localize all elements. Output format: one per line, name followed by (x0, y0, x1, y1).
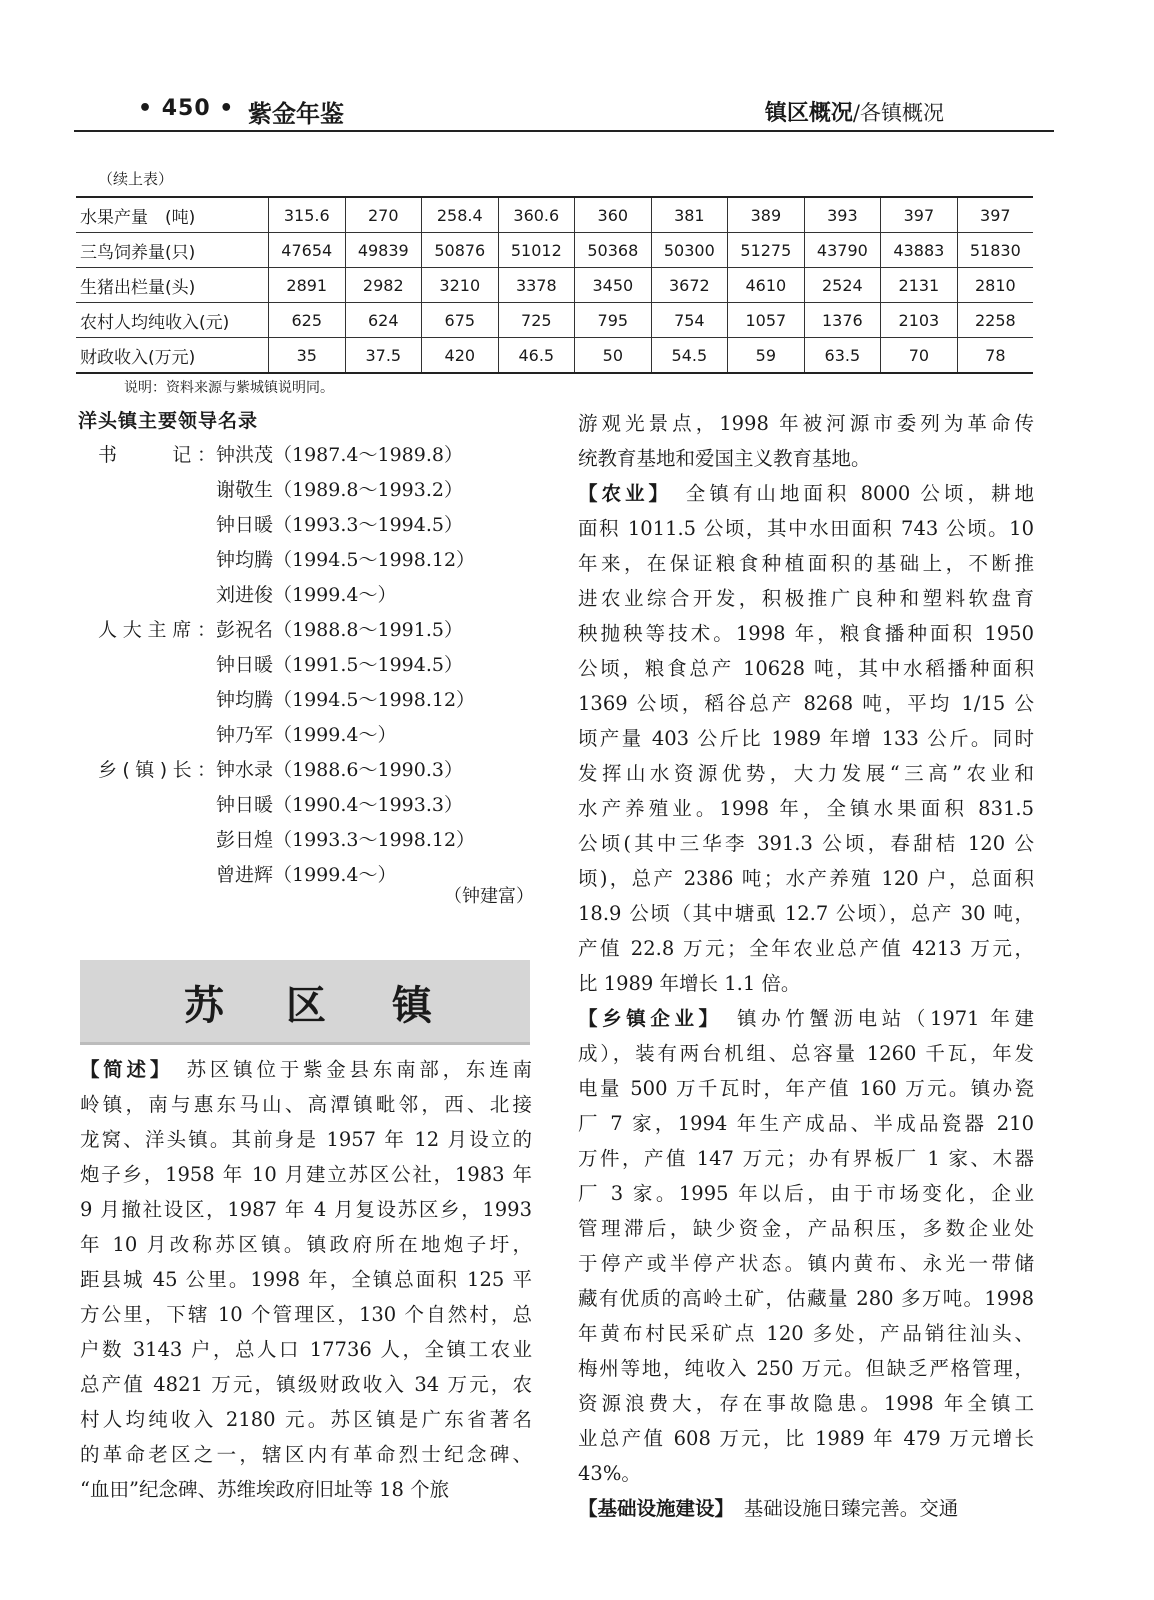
leader-name: 刘进俊（1999.4～） (216, 584, 397, 606)
enterprise-line: 于停产或半停产状态。镇内黄布、永光一带储 (578, 1252, 1034, 1275)
agriculture-line: 比 1989 年增长 1.1 倍。 (578, 972, 801, 995)
statistics-table (76, 196, 1033, 374)
overview-line (80, 1052, 532, 1087)
leader-row (98, 613, 548, 648)
page-number: • 450 • (138, 96, 235, 121)
leader-role: 人大主席： (98, 619, 216, 641)
table-cell: 2258 (957, 303, 1033, 338)
table-cell: 54.5 (651, 338, 728, 374)
leader-role: 书 记： (98, 444, 216, 466)
leader-name: 钟均腾（1994.5～1998.12） (216, 689, 476, 711)
leader-name: 钟日暖（1991.5～1994.5） (216, 654, 463, 676)
leader-row (98, 648, 548, 683)
table-cell: 393 (804, 197, 881, 233)
agriculture-line (578, 476, 1034, 511)
table-cell: 3450 (575, 268, 652, 303)
section-banner (80, 960, 530, 1045)
leader-row (98, 823, 548, 858)
enterprise-text: 镇办竹蟹沥电站（1971 年建 (712, 1007, 1034, 1030)
enterprise-line: 厂 3 家。1995 年以后，由于市场变化，企业 (578, 1182, 1034, 1205)
table-cell: 725 (498, 303, 575, 338)
enterprise-line: 业总产值 608 万元，比 1989 年 479 万元增长 (578, 1427, 1034, 1450)
table-cell: 47654 (269, 233, 346, 268)
table-cell: 270 (345, 197, 422, 233)
agriculture-line: 公顷，粮食总产 10628 吨，其中水稻播种面积 (578, 657, 1034, 680)
table-note: 说明：资料来源与紫城镇说明同。 (124, 380, 334, 396)
table-cell: 59 (728, 338, 805, 374)
table-cell: 35 (269, 338, 346, 374)
author-credit: （钟建富） (444, 886, 534, 907)
table-cell: 49839 (345, 233, 422, 268)
table-cell: 675 (422, 303, 499, 338)
row-label: 农村人均纯收入(元) (76, 303, 269, 338)
table-cell: 1057 (728, 303, 805, 338)
table-cell: 258.4 (422, 197, 499, 233)
table-cell: 46.5 (498, 338, 575, 374)
overview-line: 方公里，下辖 10 个管理区，130 个自然村，总 (80, 1303, 532, 1326)
leader-row (98, 438, 548, 473)
running-head-section: 镇区概况 (764, 101, 853, 126)
agriculture-line: 进农业综合开发，积极推广良种和塑料软盘育 (578, 587, 1034, 610)
leader-row (98, 578, 548, 613)
infrastructure-heading: 【基础设施建设】 (578, 1497, 725, 1520)
table-cell: 2982 (345, 268, 422, 303)
table-row (76, 197, 1033, 233)
leader-row (98, 788, 548, 823)
agriculture-line: 发挥山水资源优势，大力发展“三高”农业和 (578, 762, 1034, 785)
table-row (76, 268, 1033, 303)
table-cell: 754 (651, 303, 728, 338)
leaders-list (98, 438, 548, 893)
table-cell: 2131 (881, 268, 958, 303)
table-cell: 3672 (651, 268, 728, 303)
overview-line: 年 10 月改称苏区镇。镇政府所在地炮子圩， (80, 1233, 532, 1256)
leader-row (98, 753, 548, 788)
overview-line: 的革命老区之一，辖区内有革命烈士纪念碑、 (80, 1443, 532, 1466)
table-cell: 51830 (957, 233, 1033, 268)
leader-name: 谢敬生（1989.8～1993.2） (216, 479, 463, 501)
agriculture-line: 顷产量 403 公斤比 1989 年增 133 公斤。同时 (578, 727, 1034, 750)
table-cell: 50876 (422, 233, 499, 268)
table-cell: 50368 (575, 233, 652, 268)
leader-row (98, 508, 548, 543)
row-label: 生猪出栏量(头) (76, 268, 269, 303)
table-cell: 1376 (804, 303, 881, 338)
overview-line: 村人均纯收入 2180 元。苏区镇是广东省著名 (80, 1408, 532, 1431)
overview-line: 总产值 4821 万元，镇级财政收入 34 万元，农 (80, 1373, 532, 1396)
intro-line: 游观光景点，1998 年被河源市委列为革命传 (578, 412, 1034, 435)
table-cell: 2103 (881, 303, 958, 338)
table-cell: 3378 (498, 268, 575, 303)
table-cell: 51275 (728, 233, 805, 268)
table-cell: 315.6 (269, 197, 346, 233)
table-cell: 37.5 (345, 338, 422, 374)
intro-line: 统教育基地和爱国主义教育基地。 (578, 447, 871, 470)
row-label: 三鸟饲养量(只) (76, 233, 269, 268)
table-cell: 43790 (804, 233, 881, 268)
section-title-char: 苏 (184, 983, 224, 1029)
table-cell: 397 (957, 197, 1033, 233)
enterprise-line: 万件，产值 147 万元；办有界板厂 1 家、木器 (578, 1147, 1034, 1170)
enterprise-line: 管理滞后，缺少资金，产品积压，多数企业处 (578, 1217, 1034, 1240)
leader-name: 钟洪茂（1987.4～1989.8） (216, 444, 463, 466)
enterprise-line: 成），装有两台机组、总容量 1260 千瓦，年发 (578, 1042, 1034, 1065)
table-cell: 360.6 (498, 197, 575, 233)
overview-line: 龙窝、洋头镇。其前身是 1957 年 12 月设立的 (80, 1128, 532, 1151)
agriculture-heading: 【农业】 (578, 482, 663, 505)
section-title-char: 区 (286, 983, 326, 1029)
overview-line: “血田”纪念碑、苏维埃政府旧址等 18 个旅 (80, 1478, 450, 1501)
agriculture-line: 年来，在保证粮食种植面积的基础上，不断推 (578, 552, 1034, 575)
leader-name: 钟日暖（1990.4～1993.3） (216, 794, 463, 816)
agriculture-line: 秧抛秧等技术。1998 年，粮食播种面积 1950 (578, 622, 1034, 645)
agriculture-line: 公顷(其中三华李 391.3 公顷，春甜桔 120 公 (578, 832, 1034, 855)
table-cell: 70 (881, 338, 958, 374)
leader-row (98, 718, 548, 753)
table-row (76, 233, 1033, 268)
agriculture-line: 18.9 公顷（其中塘虱 12.7 公顷），总产 30 吨， (578, 902, 1034, 925)
overview-line: 炮子乡，1958 年 10 月建立苏区公社，1983 年 (80, 1163, 532, 1186)
table-cell: 625 (269, 303, 346, 338)
table-cell: 43883 (881, 233, 958, 268)
leader-name: 曾进辉（1999.4～） (216, 864, 397, 886)
overview-line: 距县城 45 公里。1998 年，全镇总面积 125 平 (80, 1268, 532, 1291)
leader-row (98, 543, 548, 578)
leader-row (98, 473, 548, 508)
table-cell: 50300 (651, 233, 728, 268)
table-cell: 78 (957, 338, 1033, 374)
header-rule (74, 130, 1054, 132)
leader-name: 彭祝名（1988.8～1991.5） (216, 619, 463, 641)
leader-name: 钟日暖（1993.3～1994.5） (216, 514, 463, 536)
agriculture-line: 面积 1011.5 公顷，其中水田面积 743 公顷。10 (578, 517, 1034, 540)
overview-text (80, 1052, 532, 1507)
agriculture-line: 水产养殖业。1998 年，全镇水果面积 831.5 (578, 797, 1034, 820)
agriculture-line: 产值 22.8 万元；全年农业总产值 4213 万元， (578, 937, 1034, 960)
table-cell: 51012 (498, 233, 575, 268)
table-continued-label: （续上表） (98, 170, 174, 188)
enterprise-line: 43%。 (578, 1462, 641, 1485)
enterprise-heading: 【乡镇企业】 (578, 1007, 713, 1030)
table-cell: 4610 (728, 268, 805, 303)
row-label: 财政收入(万元) (76, 338, 269, 374)
enterprise-line (578, 1001, 1034, 1036)
table-cell: 389 (728, 197, 805, 233)
agriculture-text: 全镇有山地面积 8000 公顷，耕地 (662, 482, 1034, 505)
overview-text: 苏区镇位于紫金县东南部，东连南 (163, 1058, 532, 1081)
table-cell: 795 (575, 303, 652, 338)
enterprise-line: 梅州等地，纯收入 250 万元。但缺乏严格管理， (578, 1357, 1034, 1380)
table-cell: 63.5 (804, 338, 881, 374)
infrastructure-line (578, 1491, 1034, 1526)
overview-line: 9 月撤社设区，1987 年 4 月复设苏区乡，1993 (80, 1198, 532, 1221)
table-row (76, 338, 1033, 374)
table-row (76, 303, 1033, 338)
table-cell: 420 (422, 338, 499, 374)
page-header (78, 92, 1054, 132)
leaders-title: 洋头镇主要领导名录 (78, 410, 259, 432)
table-cell: 2810 (957, 268, 1033, 303)
section-title-char: 镇 (392, 983, 432, 1029)
table-cell: 624 (345, 303, 422, 338)
enterprise-line: 资源浪费大，存在事故隐患。1998 年全镇工 (578, 1392, 1034, 1415)
running-head-subsection: /各镇概况 (852, 101, 944, 125)
right-column-text (578, 406, 1034, 1526)
enterprise-line: 藏有优质的高岭土矿，估藏量 280 多万吨。1998 (578, 1287, 1034, 1310)
agriculture-line: 1369 公顷，稻谷总产 8268 吨，平均 1/15 公 (578, 692, 1034, 715)
enterprise-line: 电量 500 万千瓦时，年产值 160 万元。镇办瓷 (578, 1077, 1034, 1100)
table-cell: 2891 (269, 268, 346, 303)
leader-name: 钟水录（1988.6～1990.3） (216, 759, 463, 781)
table-cell: 3210 (422, 268, 499, 303)
table-cell: 397 (881, 197, 958, 233)
enterprise-line: 厂 7 家，1994 年生产成品、半成品瓷器 210 (578, 1112, 1034, 1135)
enterprise-line: 年黄布村民采矿点 120 多处，产品销往汕头、 (578, 1322, 1034, 1345)
running-head (765, 96, 944, 127)
overview-line: 户数 3143 户，总人口 17736 人，全镇工农业 (80, 1338, 532, 1361)
row-label: 水果产量 (吨) (76, 197, 269, 233)
table-cell: 2524 (804, 268, 881, 303)
overview-line: 岭镇，南与惠东马山、高潭镇毗邻，西、北接 (80, 1093, 532, 1116)
table-cell: 50 (575, 338, 652, 374)
table-cell: 360 (575, 197, 652, 233)
table-cell: 381 (651, 197, 728, 233)
overview-heading: 【简述】 (80, 1058, 164, 1081)
agriculture-line: 顷)，总产 2386 吨；水产养殖 120 户，总面积 (578, 867, 1034, 890)
infrastructure-text: 基础设施日臻完善。交通 (724, 1497, 959, 1520)
leader-row (98, 683, 548, 718)
leader-name: 彭日煌（1993.3～1998.12） (216, 829, 476, 851)
leader-name: 钟乃军（1999.4～） (216, 724, 397, 746)
leader-name: 钟均腾（1994.5～1998.12） (216, 549, 476, 571)
book-title: 紫金年鉴 (248, 100, 344, 128)
leader-role: 乡(镇)长： (98, 759, 216, 781)
